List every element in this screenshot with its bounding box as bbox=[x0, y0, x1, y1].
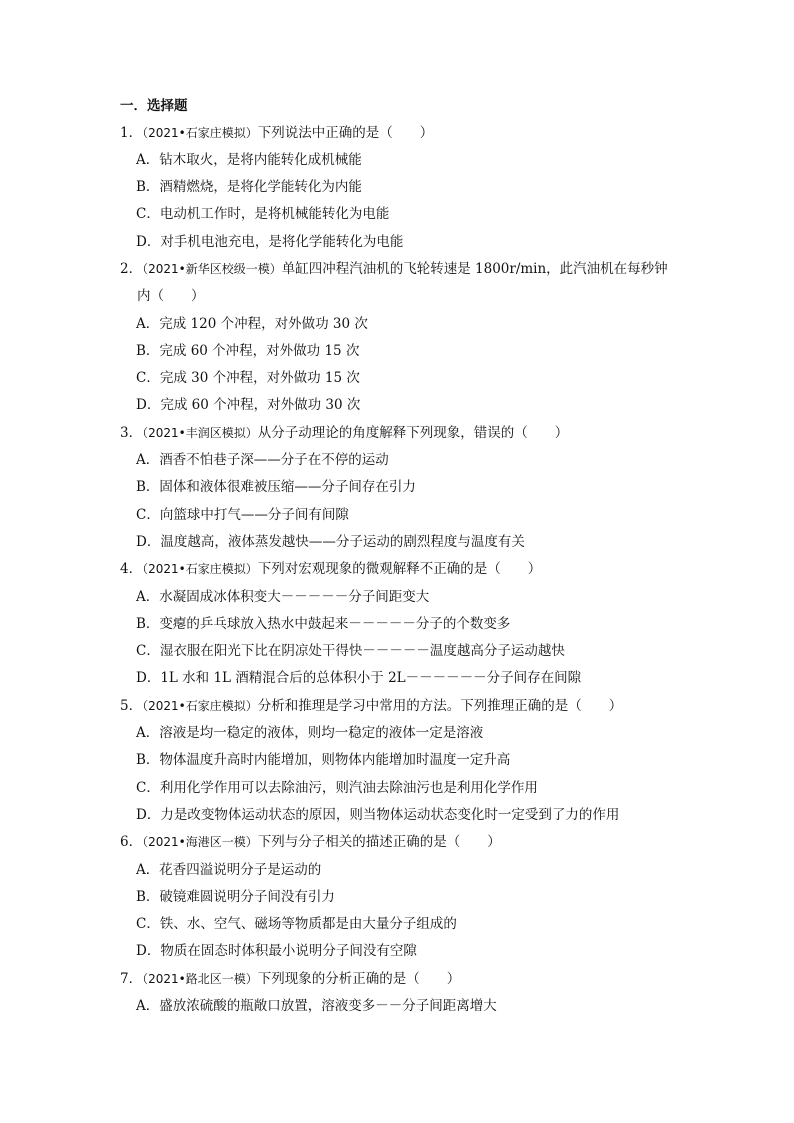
question-2 bbox=[120, 259, 680, 423]
question-7 bbox=[120, 969, 680, 1024]
question-text: 下列现象的分析正确的是（ ） bbox=[257, 970, 461, 987]
question-number: 6． bbox=[120, 834, 143, 851]
question-stem bbox=[120, 123, 680, 150]
question-source: （2021•石家庄模拟） bbox=[142, 562, 258, 577]
question-5 bbox=[120, 696, 680, 832]
question-list bbox=[120, 96, 680, 1023]
option-d: D．温度越高，液体蒸发越快——分子运动的剧烈程度与温度有关 bbox=[136, 533, 525, 550]
question-source: （2021•海港区一模） bbox=[142, 835, 258, 850]
section-title: 一．选择题 bbox=[120, 98, 188, 114]
option-a: A．酒香不怕巷子深——分子在不停的运动 bbox=[136, 452, 389, 469]
question-number: 1． bbox=[120, 124, 143, 141]
question-source: （2021•石家庄模拟） bbox=[142, 125, 258, 140]
option-c: C．向篮球中打气——分子间有间隙 bbox=[136, 506, 349, 523]
option-c: C．湿衣服在阳光下比在阴凉处干得快－－－－－温度越高分子运动越快 bbox=[136, 643, 565, 660]
question-text: 下列对宏观现象的微观解释不正确的是（ ） bbox=[257, 561, 542, 578]
option-a: A．花香四溢说明分子是运动的 bbox=[136, 861, 322, 878]
question-3 bbox=[120, 423, 680, 559]
option-a: A．水凝固成冰体积变大－－－－－分子间距变大 bbox=[136, 588, 430, 605]
option-d: D．力是改变物体运动状态的原因，则当物体运动状态变化时一定受到了力的作用 bbox=[136, 806, 620, 823]
question-6 bbox=[120, 832, 680, 968]
option-d: D．对手机电池充电，是将化学能转化为电能 bbox=[136, 233, 404, 250]
question-stem bbox=[120, 969, 680, 996]
question-source: （2021•丰润区模拟） bbox=[142, 425, 258, 440]
question-source: （2021•路北区一模） bbox=[142, 971, 258, 986]
option-a: A．盛放浓硫酸的瓶敞口放置，溶液变多－－分子间距离增大 bbox=[136, 998, 497, 1014]
question-1 bbox=[120, 123, 680, 259]
option-d: D．完成 60 个冲程，对外做功 30 次 bbox=[136, 397, 361, 414]
question-text: 单缸四冲程汽油机的飞轮转速是 1800r/min，此汽油机在每秒钟 bbox=[281, 260, 668, 277]
question-stem-continued: 内（ ） bbox=[137, 288, 205, 305]
option-b: B．变瘪的乒乓球放入热水中鼓起来－－－－－分子的个数变多 bbox=[136, 615, 511, 632]
question-number: 5． bbox=[120, 697, 143, 714]
question-stem bbox=[120, 423, 680, 450]
question-source: （2021•石家庄模拟） bbox=[142, 698, 258, 713]
option-b: B．破镜难圆说明分子间没有引力 bbox=[136, 888, 335, 905]
question-stem bbox=[120, 259, 680, 286]
question-text: 分析和推理是学习中常用的方法。下列推理正确的是（ ） bbox=[257, 697, 623, 714]
question-stem bbox=[120, 696, 680, 723]
option-b: B．固体和液体很难被压缩——分子间存在引力 bbox=[136, 479, 416, 496]
question-4 bbox=[120, 559, 680, 695]
question-number: 2． bbox=[120, 260, 143, 277]
question-stem bbox=[120, 559, 680, 586]
option-a: A．完成 120 个冲程，对外做功 30 次 bbox=[136, 315, 368, 332]
option-c: C．利用化学作用可以去除油污，则汽油去除油污也是利用化学作用 bbox=[136, 779, 538, 796]
question-number: 4． bbox=[120, 561, 143, 578]
option-d: D．物质在固态时体积最小说明分子间没有空隙 bbox=[136, 943, 417, 960]
question-number: 3． bbox=[120, 424, 143, 441]
option-b: B．酒精燃烧，是将化学能转化为内能 bbox=[136, 179, 362, 196]
option-b: B．物体温度升高时内能增加，则物体内能增加时温度一定升高 bbox=[136, 752, 511, 769]
option-c: C．电动机工作时，是将机械能转化为电能 bbox=[136, 206, 390, 223]
option-a: A．溶液是均一稳定的液体，则均一稳定的液体一定是溶液 bbox=[136, 725, 484, 742]
option-c: C．铁、水、空气、磁场等物质都是由大量分子组成的 bbox=[136, 916, 457, 933]
option-a: A．钻木取火，是将内能转化成机械能 bbox=[136, 151, 362, 168]
option-b: B．完成 60 个冲程，对外做功 15 次 bbox=[136, 342, 360, 359]
question-source: （2021•新华区校级一模） bbox=[142, 261, 282, 276]
option-c: C．完成 30 个冲程，对外做功 15 次 bbox=[136, 370, 360, 387]
question-stem bbox=[120, 832, 680, 859]
question-text: 下列与分子相关的描述正确的是（ ） bbox=[257, 834, 501, 851]
question-number: 7． bbox=[120, 970, 143, 987]
question-text: 从分子动理论的角度解释下列现象，错误的（ ） bbox=[257, 424, 569, 441]
option-d: D．1L 水和 1L 酒精混合后的总体积小于 2L－－－－－－分子间存在间隙 bbox=[136, 670, 582, 687]
question-text: 下列说法中正确的是（ ） bbox=[257, 124, 434, 141]
